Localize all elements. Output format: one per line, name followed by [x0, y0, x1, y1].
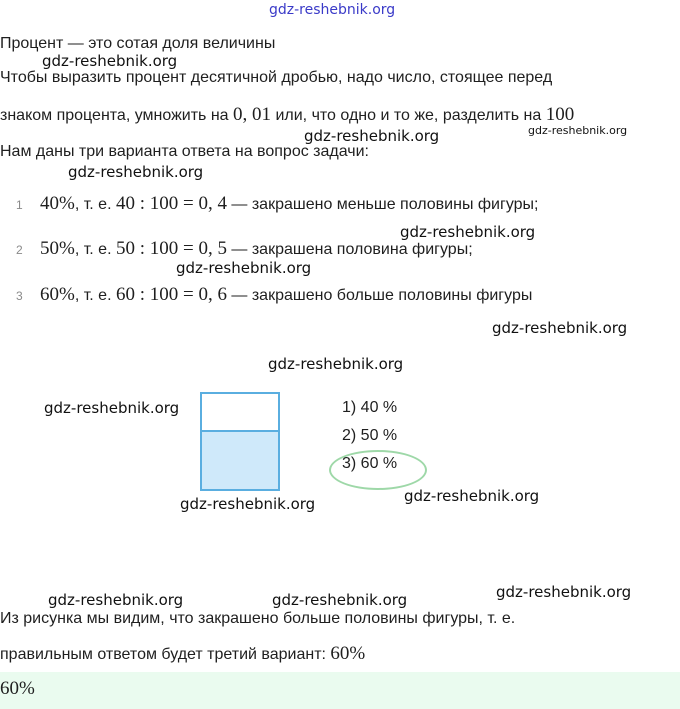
list-item-number: 1: [16, 198, 23, 212]
shaded-portion: [202, 430, 278, 489]
answer-option-3: 3) 60 %: [342, 455, 398, 472]
watermark: gdz-reshebnik.org: [269, 2, 396, 18]
answer-option-1: 1) 40 %: [342, 399, 398, 416]
rule-text-line-1: Чтобы выразить процент десятичной дробью, надо число, стоящее перед: [0, 69, 553, 86]
answer-option-2: 2) 50 %: [342, 427, 398, 444]
watermark: gdz-reshebnik.org: [180, 495, 316, 513]
watermark: gdz-reshebnik.org: [272, 591, 408, 609]
selected-answer-circle: [329, 450, 427, 490]
watermark: gdz-reshebnik.org: [176, 259, 312, 277]
watermark: gdz-reshebnik.org: [48, 591, 184, 609]
watermark: gdz-reshebnik.org: [496, 583, 632, 601]
answer-value: 60%: [0, 678, 35, 699]
watermark: gdz-reshebnik.org: [404, 487, 540, 505]
definition-text: Процент — это сотая доля величины: [0, 35, 276, 52]
conclusion-line-1: Из рисунка мы видим, что закрашено больше половины фигуры, т. е.: [0, 610, 516, 627]
watermark: gdz-reshebnik.org: [492, 319, 628, 337]
shaded-rectangle-figure: [200, 392, 280, 491]
watermark: gdz-reshebnik.org: [528, 124, 628, 137]
list-item-number: 2: [16, 243, 23, 257]
list-item-number: 3: [16, 289, 23, 303]
watermark: gdz-reshebnik.org: [44, 399, 180, 417]
conclusion-line-2: правильным ответом будет третий вариант: 60%: [0, 643, 366, 664]
watermark: gdz-reshebnik.org: [42, 52, 178, 70]
intro-text: Нам даны три варианта ответа на вопрос задачи:: [0, 143, 369, 160]
watermark: gdz-reshebnik.org: [304, 127, 440, 145]
rule-text-line-2: знаком процента, умножить на 0, 01 или, что одно и то же, разделить на 100: [0, 104, 575, 125]
watermark: gdz-reshebnik.org: [268, 355, 404, 373]
watermark: gdz-reshebnik.org: [68, 163, 204, 181]
watermark: gdz-reshebnik.org: [400, 223, 536, 241]
answer-box: [0, 672, 680, 709]
